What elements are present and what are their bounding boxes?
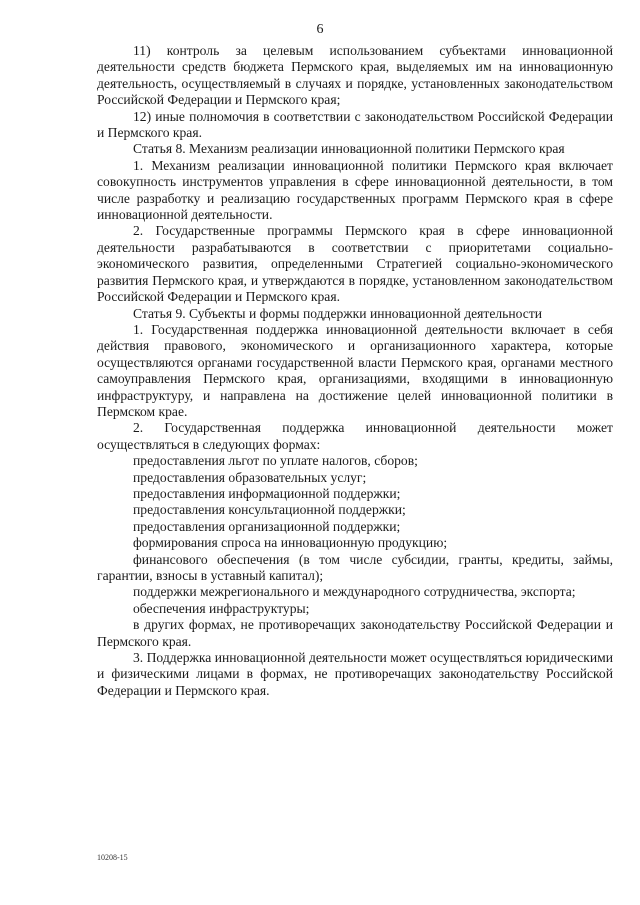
document-body: [97, 43, 613, 699]
support-form-item: в других формах, не противоречащих законодательству Российской Федерации и Пермского края.: [97, 617, 613, 649]
support-form-item: предоставления информационной поддержки;: [133, 485, 401, 501]
article-8-paragraph-2: 2. Государственные программы Пермского края в сфере инновационной деятельности разрабатываются в соответствии с приоритетами социально-экономического развития, определенными Стратегией социально-экономического развития Пермского края, и утверждаются в порядке, установленном законодательством Российской Федерации и Пермского края.: [97, 223, 613, 305]
support-form-item: поддержки межрегионального и международного сотрудничества, экспорта;: [133, 584, 576, 600]
paragraph-item-12: 12) иные полномочия в соответствии с законодательством Российской Федерации и Пермского края.: [97, 108, 613, 141]
article-8-paragraph-1: 1. Механизм реализации инновационной политики Пермского края включает совокупность инструментов управления в сфере инновационной деятельности, в том числе разработку и реализацию государственных программ Пермского края в сфере инновационной деятельности.: [97, 157, 613, 223]
page-number: 6: [316, 22, 324, 37]
support-form-item: предоставления льгот по уплате налогов, сборов;: [133, 453, 418, 469]
article-8-heading: Статья 8. Механизм реализации инновационной политики Пермского края: [133, 141, 565, 157]
support-form-item: предоставления консультационной поддержки;: [133, 502, 406, 518]
support-form-item: обеспечения инфраструктуры;: [133, 600, 310, 616]
article-9-heading: Статья 9. Субъекты и формы поддержки инновационной деятельности: [133, 305, 543, 321]
support-form-item: формирования спроса на инновационную продукцию;: [133, 535, 448, 551]
support-form-item: предоставления образовательных услуг;: [133, 469, 367, 485]
paragraph-item-11: 11) контроль за целевым использованием субъектами инновационной деятельности средств бюджета Пермского края, выделяемых им на инновационную деятельность, осуществляемый в случаях и порядке, установленных законодательством Российской Федерации и Пермского края;: [97, 43, 613, 108]
support-form-item: предоставления организационной поддержки;: [133, 518, 401, 534]
support-form-item: финансового обеспечения (в том числе субсидии, гранты, кредиты, займы, гарантии, взносы в уставный капитал);: [97, 551, 613, 583]
article-9-paragraph-2: 2. Государственная поддержка инновационной деятельности может осуществляться в следующих формах:: [97, 420, 613, 452]
article-9-paragraph-1: 1. Государственная поддержка инновационной деятельности включает в себя действия правового, экономического и организационного характера, которые осуществляются органами государственной власти Пермского края, органами местного самоуправления Пермского края, организациями, входящими в инновационную инфраструктуру, и направлена на достижение целей инновационной политики в Пермском крае.: [97, 321, 613, 419]
document-code: 10208-15: [97, 853, 128, 862]
article-9-paragraph-3: 3. Поддержка инновационной деятельности может осуществляться юридическими и физическими лицами в формах, не противоречащих законодательству Российской Федерации и Пермского края.: [97, 650, 613, 698]
